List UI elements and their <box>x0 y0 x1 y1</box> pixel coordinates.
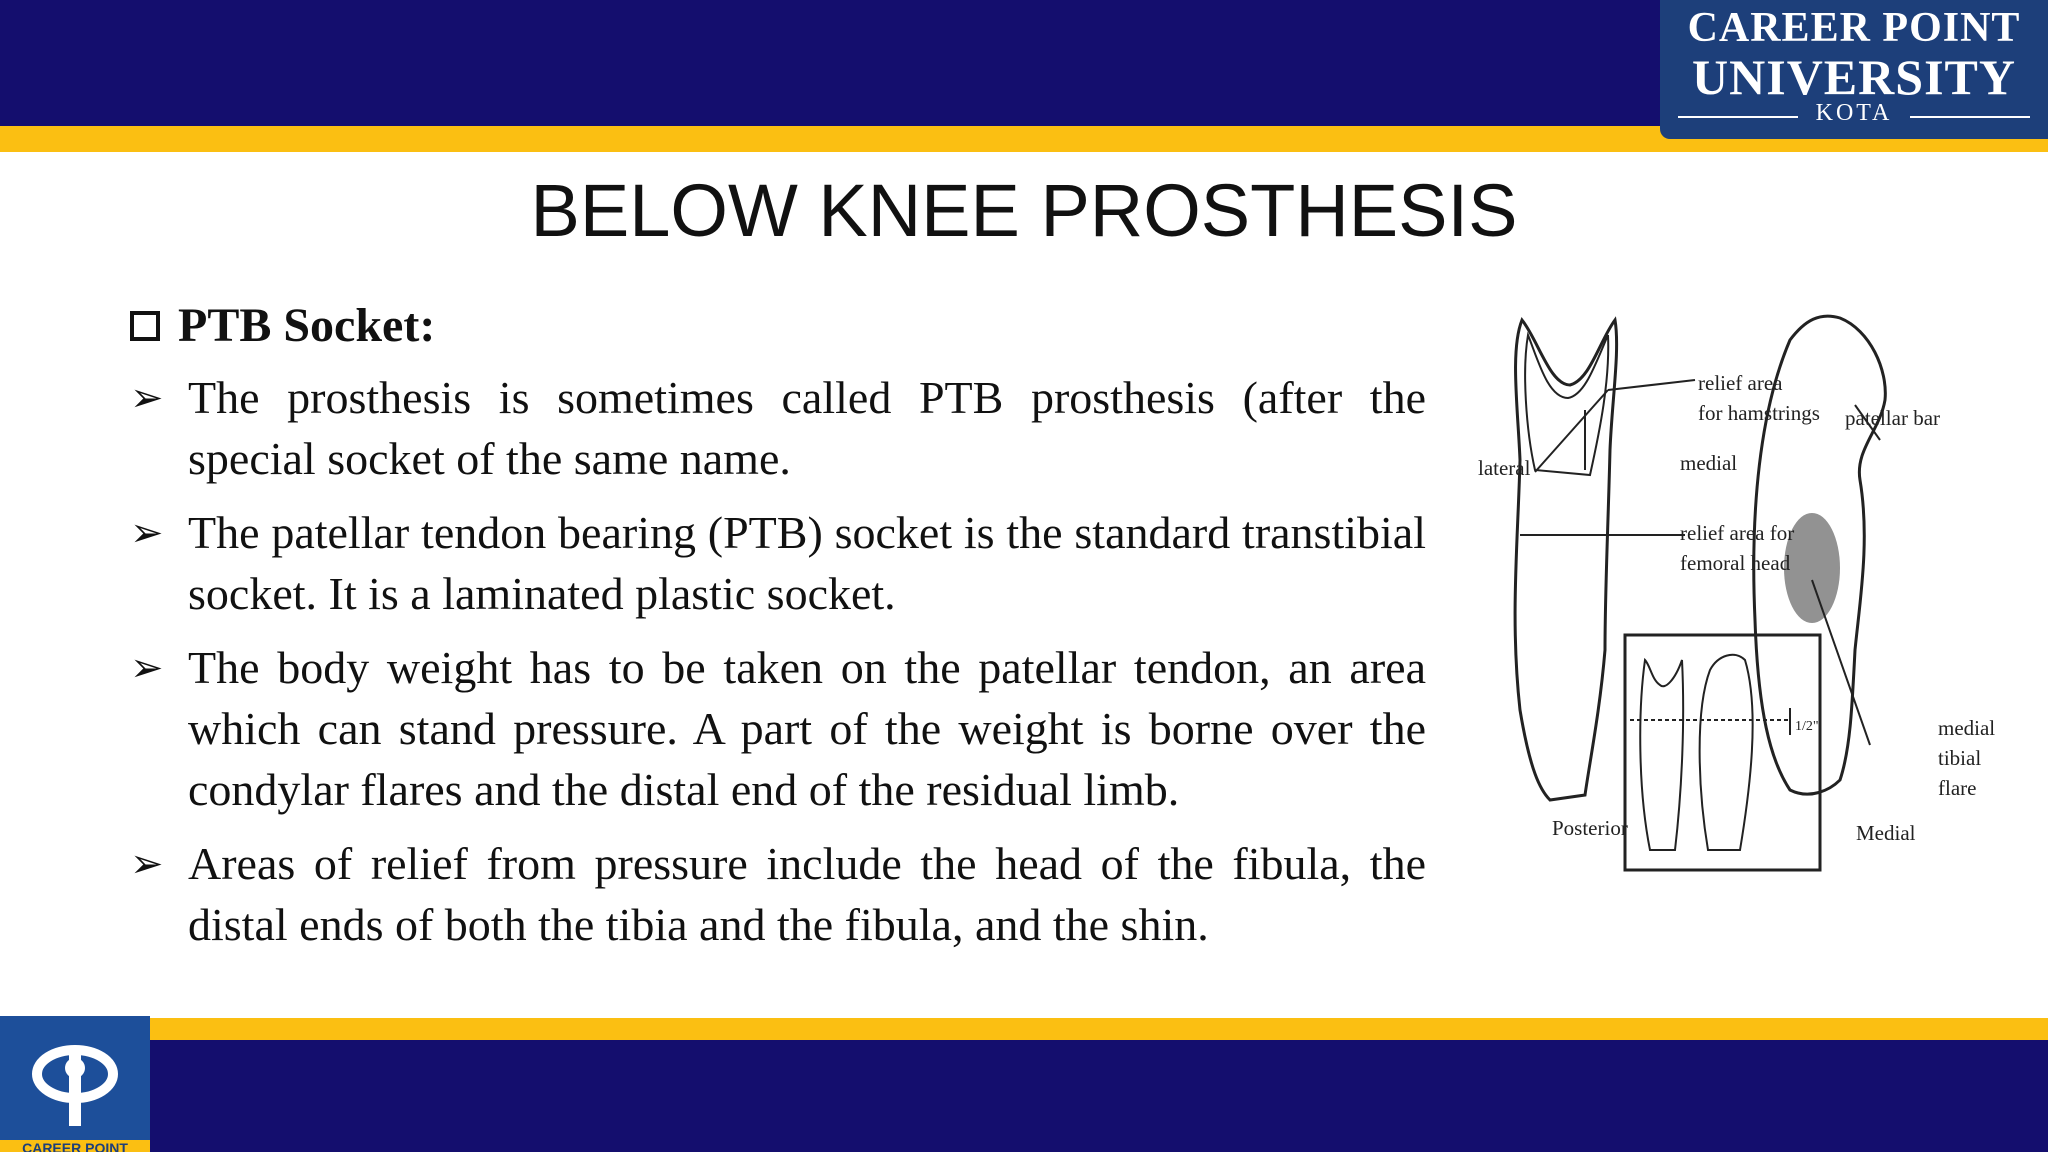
bullet-text: The patellar tendon bearing (PTB) socket is the standard transtibial socket. It is a laminated plastic socket. <box>188 507 1426 619</box>
arrow-bullet-icon: ➢ <box>130 645 164 690</box>
ptb-socket-diagram <box>1460 290 2000 890</box>
bullet-item <box>130 367 1426 489</box>
arrow-bullet-icon: ➢ <box>130 375 164 420</box>
label-medial-tibial-2: tibial <box>1938 746 1982 770</box>
label-relief-hamstrings-1: relief area <box>1698 371 1783 395</box>
section-heading <box>130 298 1426 353</box>
label-lateral: lateral <box>1478 456 1531 480</box>
bullet-item <box>130 637 1426 820</box>
bullet-text: Areas of relief from pressure include the head of the fibula, the distal ends of both the tibia and the fibula, and the shin. <box>188 838 1426 950</box>
label-posterior: Posterior <box>1552 816 1628 840</box>
posterior-socket-outline <box>1515 320 1617 800</box>
arrow-bullet-icon: ➢ <box>130 510 164 555</box>
arrow-bullet-icon: ➢ <box>130 841 164 886</box>
bullet-item <box>130 502 1426 624</box>
bullet-text: The prosthesis is sometimes called PTB prosthesis (after the special socket of the same name. <box>188 372 1426 484</box>
logo-line-3: KOTA <box>1815 100 1893 126</box>
checkbox-bullet-icon <box>130 311 160 341</box>
inset-box <box>1625 635 1820 870</box>
label-medial-small: medial <box>1680 451 1738 475</box>
corner-logo <box>0 1016 150 1152</box>
university-logo <box>1660 0 2048 139</box>
slide-content <box>130 298 1426 968</box>
label-relief-femoral-1: relief area for <box>1680 521 1795 545</box>
logo-line-2: UNIVERSITY <box>1692 49 2016 105</box>
label-patellar-bar: patellar bar <box>1845 406 1941 430</box>
cp-emblem-icon <box>0 1016 150 1140</box>
logo-rule-right <box>1910 116 2030 118</box>
section-heading-text: PTB Socket: <box>178 299 436 352</box>
label-medial: Medial <box>1856 821 1916 845</box>
bullet-item <box>130 833 1426 955</box>
footer-stripe <box>150 1018 2048 1040</box>
slide-title: BELOW KNEE PROSTHESIS <box>530 169 1518 252</box>
label-relief-hamstrings-2: for hamstrings <box>1698 401 1820 425</box>
label-half-inch: 1/2" <box>1795 719 1819 734</box>
logo-line-1: CAREER POINT <box>1687 5 2021 51</box>
corner-logo-caption: CAREER POINT <box>0 1140 150 1152</box>
bullet-text: The body weight has to be taken on the patellar tendon, an area which can stand pressure. A part of the weight is borne over the condylar flares and the distal end of the residual limb. <box>188 642 1426 815</box>
label-medial-tibial-3: flare <box>1938 776 1977 800</box>
label-medial-tibial-1: medial <box>1938 716 1996 740</box>
footer-bar <box>150 1040 2048 1152</box>
label-relief-femoral-2: femoral head <box>1680 551 1791 575</box>
